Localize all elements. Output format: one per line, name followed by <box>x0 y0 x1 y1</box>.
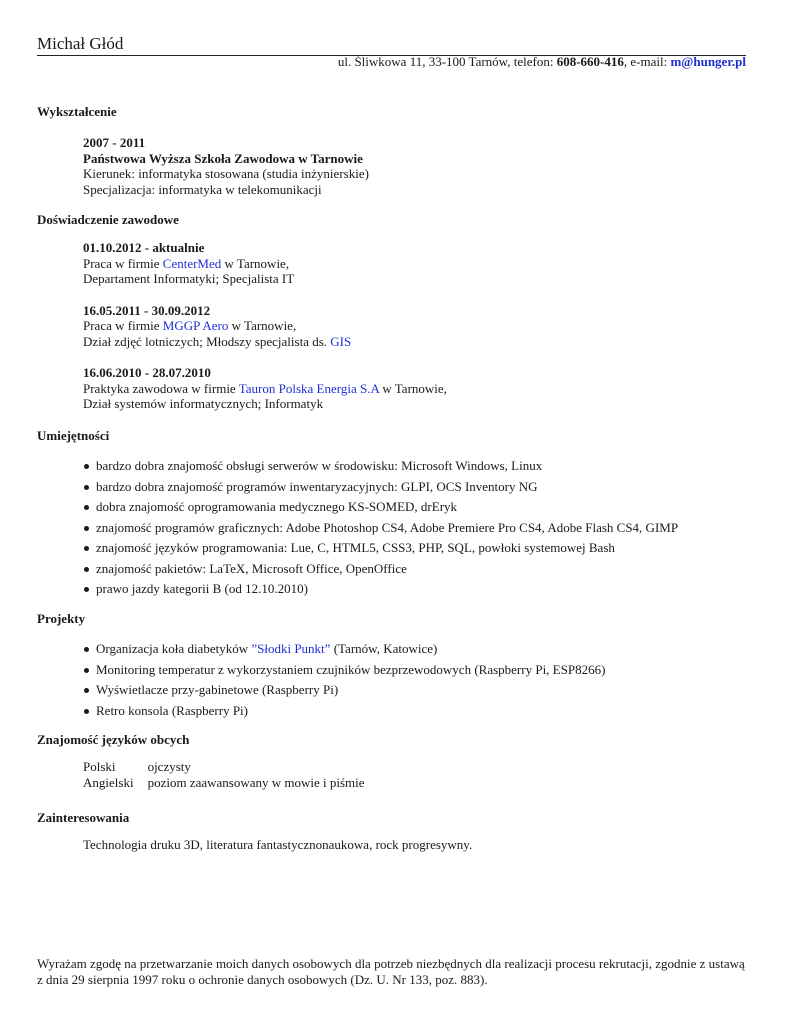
list-item: Wyświetlacze przy-gabinetowe (Raspberry Pi) <box>83 680 746 701</box>
job-entry <box>83 365 746 412</box>
education-heading: Wykształcenie <box>37 104 117 119</box>
job-detail: Dział zdjęć lotniczych; Młodszy specjalista ds. GIS <box>83 333 352 349</box>
consent-clause: Wyrażam zgodę na przetwarzanie moich danych osobowych dla potrzeb niezbędnych dla realizacji procesu rekrutacji, zgodnie z ustawą z dnia 29 sierpnia 1997 roku o ochronie danych osobowych (Dz. U. Nr 133, poz. 883). <box>37 956 745 987</box>
list-item: znajomość języków programowania: Lue, C, HTML5, CSS3, PHP, SQL, powłoki systemowej Bash <box>83 538 746 559</box>
language-level: poziom zaawansowany w mowie i piśmie <box>147 775 365 790</box>
gis-link[interactable]: GIS <box>330 333 352 349</box>
job-line: Praca w firmie CenterMed w Tarnowie, <box>83 255 290 271</box>
job-entry <box>83 303 746 350</box>
phone-number: 608-660-416 <box>556 54 624 69</box>
list-item: bardzo dobra znajomość obsługi serwerów w środowisku: Microsoft Windows, Linux <box>83 456 746 477</box>
languages-section <box>37 732 746 791</box>
company-link[interactable]: MGGP Aero <box>162 318 229 333</box>
skills-list <box>83 456 746 600</box>
list-item: znajomość pakietów: LaTeX, Microsoft Office, OpenOffice <box>83 559 746 580</box>
education-specialization: Specjalizacja: informatyka w telekomunikacji <box>83 181 322 197</box>
list-item: znajomość programów graficznych: Adobe Photoshop CS4, Adobe Premiere Pro CS4, Adobe Flash CS4, GIMP <box>83 518 746 539</box>
education-dates: 2007 - 2011 <box>83 135 146 150</box>
languages-heading: Znajomość języków obcych <box>37 732 190 747</box>
list-item: dobra znajomość oprogramowania medycznego KS-SOMED, drEryk <box>83 497 746 518</box>
list-item: prawo jazdy kategorii B (od 12.10.2010) <box>83 579 746 600</box>
language-name: Angielski <box>83 775 134 790</box>
contact-line <box>338 54 746 70</box>
job-detail: Departament Informatyki; Specjalista IT <box>83 271 295 286</box>
cv-name: Michał Głód <box>37 34 746 56</box>
list-item: Organizacja koła diabetyków ”Słodki Punkt” (Tarnów, Katowice) <box>83 639 746 660</box>
job-detail: Dział systemów informatycznych; Informatyk <box>83 396 324 411</box>
table-row <box>81 759 367 775</box>
skills-section <box>37 428 746 600</box>
job-dates: 01.10.2012 - aktualnie <box>83 240 205 255</box>
job-entry <box>83 240 746 287</box>
company-link[interactable]: Tauron Polska Energia S.A <box>238 380 380 396</box>
interests-section <box>37 810 746 853</box>
experience-heading: Doświadczenie zawodowe <box>37 212 179 227</box>
languages-table <box>81 759 367 791</box>
email-label: , e-mail: <box>623 54 671 69</box>
education-section <box>37 104 746 197</box>
email-link[interactable]: m@hunger.pl <box>670 54 746 69</box>
job-dates: 16.06.2010 - 28.07.2010 <box>83 365 211 380</box>
table-row <box>81 775 367 791</box>
language-level: ojczysty <box>147 759 191 774</box>
company-link[interactable]: CenterMed <box>162 255 222 271</box>
projects-list <box>83 639 746 721</box>
education-school: Państwowa Wyższa Szkoła Zawodowa w Tarnowie <box>83 150 363 166</box>
interests-heading: Zainteresowania <box>37 810 130 825</box>
projects-heading: Projekty <box>37 611 86 626</box>
job-dates: 16.05.2011 - 30.09.2012 <box>83 302 211 318</box>
project-link[interactable]: ”Słodki Punkt” <box>251 641 331 656</box>
job-line: Praktyka zawodowa w firmie Tauron Polska Energia S.A w Tarnowie, <box>83 380 447 396</box>
skills-heading: Umiejętności <box>37 428 110 443</box>
list-item: Monitoring temperatur z wykorzystaniem czujników bezprzewodowych (Raspberry Pi, ESP8266) <box>83 660 746 681</box>
projects-section <box>37 611 746 721</box>
job-line: Praca w firmie MGGP Aero w Tarnowie, <box>83 318 297 333</box>
experience-section <box>37 212 746 412</box>
education-entry <box>83 135 746 197</box>
list-item: Retro konsola (Raspberry Pi) <box>83 701 746 722</box>
address-text: ul. Śliwkowa 11, 33-100 Tarnów, telefon: <box>337 54 557 69</box>
language-name: Polski <box>83 759 116 774</box>
education-field: Kierunek: informatyka stosowana (studia inżynierskie) <box>83 166 369 181</box>
interests-text: Technologia druku 3D, literatura fantastycznonaukowa, rock progresywny. <box>83 837 473 852</box>
list-item: bardzo dobra znajomość programów inwentaryzacyjnych: GLPI, OCS Inventory NG <box>83 477 746 498</box>
